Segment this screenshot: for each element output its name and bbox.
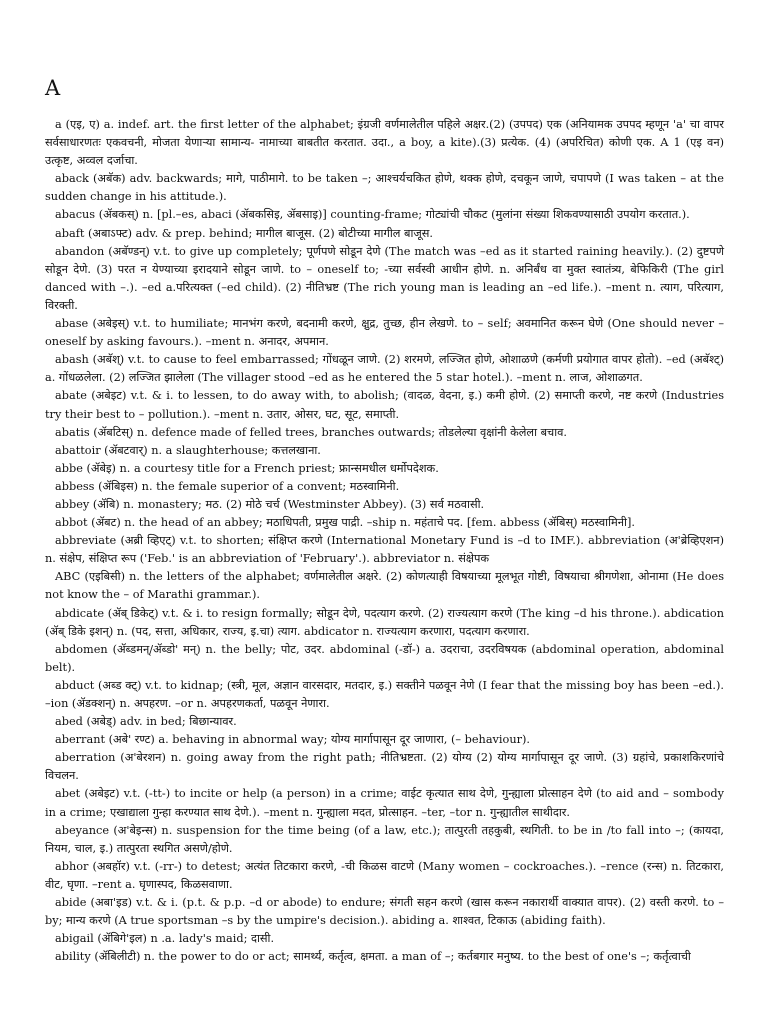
dictionary-entry: abdomen (ॲब्डमन्/ॲब्डो' मन्) n. the belly; पोट, उदर. abdominal (-डॉ-) a. उदराचा, उदरविषयक (abdominal operation, abdominal belt). <box>45 642 724 674</box>
dictionary-entry: ABC (एइबिसी) n. the letters of the alphabet; वर्णमालेतील अक्षरे. (2) कोणत्याही विषयाच्या मूलभूत गोष्टी, विषयाचा श्रीगणेशा, ओनामा (He does not know the – of Marathi grammar.). <box>45 570 724 602</box>
letter-heading: A <box>45 76 61 100</box>
dictionary-page <box>45 0 724 966</box>
dictionary-entry: abacus (ॲबकस्) n. [pl.–es, abaci (ॲबकसिइ, ॲबसाइ)] counting-frame; गोट्यांची चौकट (मुलांना संख्या शिकवण्यासाठी उपयोग करतात.). <box>55 208 690 222</box>
dictionary-entry: abandon (अबॅण्डन्) v.t. to give up completely; पूर्णपणे सोडून देणे (The match was –ed as it started raining heavily.). (2) दुष्टपणे सोडून देणे. (3) परत न येण्याच्या इरादयाने सोडून जाणे. to – oneself to; -च्या सर्वस्वी आधीन होणे. n. अनिर्बंध वा मुक्त स्वातंत्र्य, बेफिकिरी (The girl danced with –.). –ed a.परित्यक्त (–ed child). (2) नीतिभ्रष्ट (The rich young man is leading an –ed life.). –ment n. त्याग, परित्याग, विरक्ती. <box>45 244 724 312</box>
dictionary-entry: a (एइ, ए) a. indef. art. the first letter of the alphabet; इंग्रजी वर्णमालेतील पहिले अक्षर.(2) (उपपद) एक (अनियामक उपपद म्हणून 'a' चा वापर सर्वसाधारणतः एकवचनी, मोजता येणाऱ्या सामान्य- नामाच्या बाबतीत करतात. उदा., a boy, a kite).(3) प्रत्येक. (4) (अपरिचित) कोणी एक. A 1 (एइ वन) उत्कृष्ट, अव्वल दर्जाचा. <box>45 118 724 168</box>
dictionary-entry: abattoir (ॲबटवार्) n. a slaughterhouse; कत्तलखाना. <box>55 443 321 457</box>
dictionary-entry: ability (ॲबिलीटी) n. the power to do or act; सामर्थ्य, कर्तृत्व, क्षमता. a man of –; कर्तबगार मनुष्य. to the best of one's –; कर्तृत्वाची <box>55 950 691 964</box>
dictionary-entry: abbey (ॲबि) n. monastery; मठ. (2) मोठे चर्च (Westminster Abbey). (3) सर्व मठवासी. <box>55 497 485 511</box>
dictionary-entry: aberration (अ'बेरशन) n. going away from the right path; नीतिभ्रष्टता. (2) योग्य (2) योग्य मार्गापासून दूर जाणे. (3) ग्रहांचे, प्रकाशकिरणांचे विचलन. <box>45 751 724 783</box>
dictionary-entry: abbe (ॲबेइ) n. a courtesy title for a French priest; फ्रान्समधील धर्मोपदेशक. <box>55 461 439 475</box>
dictionary-entry: abduct (अब्ड क्ट्) v.t. to kidnap; (स्त्री, मूल, अज्ञान वारसदार, मतदार, इ.) सक्तीने पळवून नेणे (I fear that the missing boy has been –ed.). –ion (ॲडक्शन्) n. अपहरण. –or n. अपहरणकर्ता, पळवून नेणारा. <box>45 678 724 710</box>
dictionary-entry: abed (अबेड्) adv. in bed; बिछान्यावर. <box>55 715 237 729</box>
dictionary-entry: abash (अबॅश्) v.t. to cause to feel embarrassed; गोंधळून जाणे. (2) शरमणे, लज्जित होणे, ओशाळणे (कर्मणी प्रयोगात वापर होतो). –ed (अबॅश्ट्) a. गोंधळलेला. (2) लज्जित झालेला (The villager stood –ed as he entered the 5 star hotel.). –ment n. लाज, ओशाळगत. <box>45 353 724 385</box>
dictionary-entry: abigail (ॲबिगे'इल) n .a. lady's maid; दासी. <box>55 932 275 946</box>
entry-list <box>45 116 724 966</box>
dictionary-entry: abeyance (अ'बेइन्स) n. suspension for the time being (of a law, etc.); तात्पुरती तहकुबी, स्थगिती. to be in /to fall into –; (कायदा, नियम, चाल, इ.) तात्पुरता स्थगित असणे/होणे. <box>45 823 724 855</box>
dictionary-entry: abide (अबा'इड) v.t. & i. (p.t. & p.p. –d or abode) to endure; संगती सहन करणे (खास करून नकारार्थी वाक्यात वापर). (2) वस्ती करणे. to – by; मान्य करणे (A true sportsman –s by the umpire's decision.). abiding a. शाश्वत, टिकाऊ (abiding faith). <box>45 896 724 928</box>
dictionary-entry: aberrant (अबे' रण्ट) a. behaving in abnormal way; योग्य मार्गापासून दूर जाणारा, (– behaviour). <box>55 733 531 747</box>
dictionary-entry: abate (अबेइट) v.t. & i. to lessen, to do away with, to abolish; (वादळ, वेदना, इ.) कमी होणे. (2) समाप्ती करणे, नष्ट करणे (Industries try their best to – pollution.). –ment n. उतार, ओसर, घट, सूट, समाप्ती. <box>45 389 724 421</box>
dictionary-entry: abhor (अबहॉर) v.t. (-rr-) to detest; अत्यंत तिटकारा करणे, -ची किळस वाटणे (Many women – cockroaches.). –rence (रन्स) n. तिटकारा, वीट, घृणा. –rent a. घृणास्पद, किळसवाणा. <box>45 859 724 891</box>
dictionary-entry: abbot (ॲबट) n. the head of an abbey; मठाधिपती, प्रमुख पाद्री. –ship n. महंताचे पद. [fem. abbess (ॲबिस्) मठस्वामिनी]. <box>55 516 635 530</box>
dictionary-entry: abdicate (ॲब् डिकेट्) v.t. & i. to resign formally; सोडून देणे, पदत्याग करणे. (2) राज्यत्याग करणे (The king –d his throne.). abdication (ॲब् डिके इशन्) n. (पद, सत्ता, अधिकार, राज्य, इ.चा) त्याग. abdicator n. राज्यत्याग करणारा, पदत्याग करणारा. <box>45 606 724 638</box>
dictionary-entry: abaft (अबाऽफ्ट) adv. & prep. behind; मागील बाजूस. (2) बोटीच्या मागील बाजूस. <box>55 226 433 240</box>
dictionary-entry: abbess (ॲबिइस) n. the female superior of a convent; मठस्वामिनी. <box>55 479 400 493</box>
dictionary-entry: aback (अबॅक) adv. backwards; मागे, पाठीमागे. to be taken –; आश्चर्यचकित होणे, थक्क होणे, दचकून जाणे, चपापणे (I was taken – at the sudden change in his attitude.). <box>45 172 724 204</box>
dictionary-entry: abet (अबेइट) v.t. (-tt-) to incite or help (a person) in a crime; वाईट कृत्यात साथ देणे, गुन्ह्याला प्रोत्साहन देणे (to aid and – sombody in a crime; एखाद्याला गुन्हा करण्यात साथ देणे.). –ment n. गुन्ह्याला मदत, प्रोत्साहन. –ter, –tor n. गुन्ह्यातील साथीदार. <box>45 787 724 819</box>
dictionary-entry: abase (अबेइस्) v.t. to humiliate; मानभंग करणे, बदनामी करणे, क्षुद्र, तुच्छ, हीन लेखणे. to – self; अवमानित करून घेणे (One should never – oneself by asking favours.). –ment n. अनादर, अपमान. <box>45 317 724 349</box>
dictionary-entry: abbreviate (अब्री व्हिएट्) v.t. to shorten; संक्षिप्त करणे (International Monetary Fund is –d to IMF.). abbreviation (अ'ब्रेव्हिएशन) n. संक्षेप, संक्षिप्त रूप ('Feb.' is an abbreviation of 'February'.). abbreviator n. संक्षेपक <box>45 534 724 566</box>
dictionary-entry: abatis (ॲबटिस्) n. defence made of felled trees, branches outwards; तोडलेल्या वृक्षांनी केलेला बचाव. <box>55 425 568 439</box>
